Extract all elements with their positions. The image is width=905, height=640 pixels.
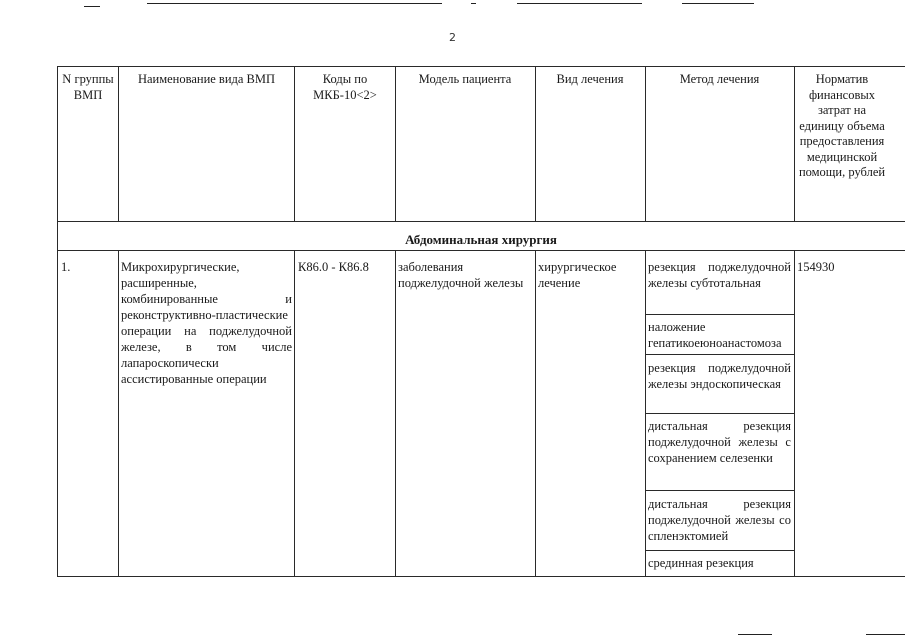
method-divider: [645, 550, 794, 551]
row-patient-model: заболевания поджелудочной железы: [398, 260, 524, 290]
vmp-table: [57, 66, 905, 576]
method-divider: [645, 490, 794, 491]
method-divider: [645, 354, 794, 355]
column-divider: [118, 250, 119, 576]
method-divider: [645, 314, 794, 315]
row-vmp-name: Микрохирургические, расширенные, комбинированные и реконструктивно-пластические операции на поджелудочной железе, в том числе лапароскопически ассистированные операции: [121, 260, 292, 386]
column-divider: [395, 250, 396, 576]
header-group-no: N группы ВМП: [62, 72, 114, 102]
column-divider: [794, 250, 795, 576]
header-treatment-type: Вид лечения: [556, 72, 624, 86]
method-item: дистальная резекция поджелудочной железы со спленэктомией: [648, 497, 791, 543]
column-divider: [535, 66, 536, 221]
method-item: резекция поджелудочной железы эндоскопическая: [648, 361, 791, 391]
header-cost-norm: Норматив финансовых затрат на единицу объема предоставления медицинской помощи, рублей: [798, 72, 886, 179]
row-cost-norm: 154930: [797, 260, 835, 274]
method-divider: [645, 413, 794, 414]
scan-artifact: [84, 6, 100, 7]
table-border-bottom: [57, 576, 905, 577]
column-divider: [794, 66, 795, 221]
column-divider: [645, 250, 646, 576]
table-border-left: [57, 66, 58, 576]
column-divider: [294, 66, 295, 221]
method-item: резекция поджелудочной железы субтотальная: [648, 260, 791, 290]
section-title: Абдоминальная хирургия: [405, 232, 557, 247]
header-icd-codes: Коды по МКБ-10<2>: [313, 72, 377, 102]
scan-artifact: [738, 634, 772, 635]
column-divider: [118, 66, 119, 221]
header-treatment-method: Метод лечения: [679, 72, 760, 86]
header-divider: [57, 221, 905, 222]
column-divider: [535, 250, 536, 576]
page-number: 2: [449, 31, 456, 44]
section-divider: [57, 250, 905, 251]
scan-artifact: [147, 3, 442, 4]
table-border-top: [57, 66, 905, 67]
method-item: наложение гепатикоеюноанастомоза: [648, 320, 782, 350]
row-icd-codes: К86.0 - К86.8: [298, 260, 369, 274]
column-divider: [395, 66, 396, 221]
row-group-no: 1.: [61, 260, 71, 274]
method-item: срединная резекция: [648, 556, 754, 570]
scan-artifact: [682, 3, 754, 4]
header-patient-model: Модель пациента: [418, 72, 512, 86]
method-item: дистальная резекция поджелудочной железы с сохранением селезенки: [648, 419, 791, 465]
scan-artifact: [866, 634, 905, 635]
column-divider: [294, 250, 295, 576]
header-vmp-name: Наименование вида ВМП: [137, 72, 276, 86]
scan-artifact: [471, 3, 476, 4]
column-divider: [645, 66, 646, 221]
scan-artifact: [517, 3, 642, 4]
row-treatment-type: хирургическое лечение: [538, 260, 617, 290]
